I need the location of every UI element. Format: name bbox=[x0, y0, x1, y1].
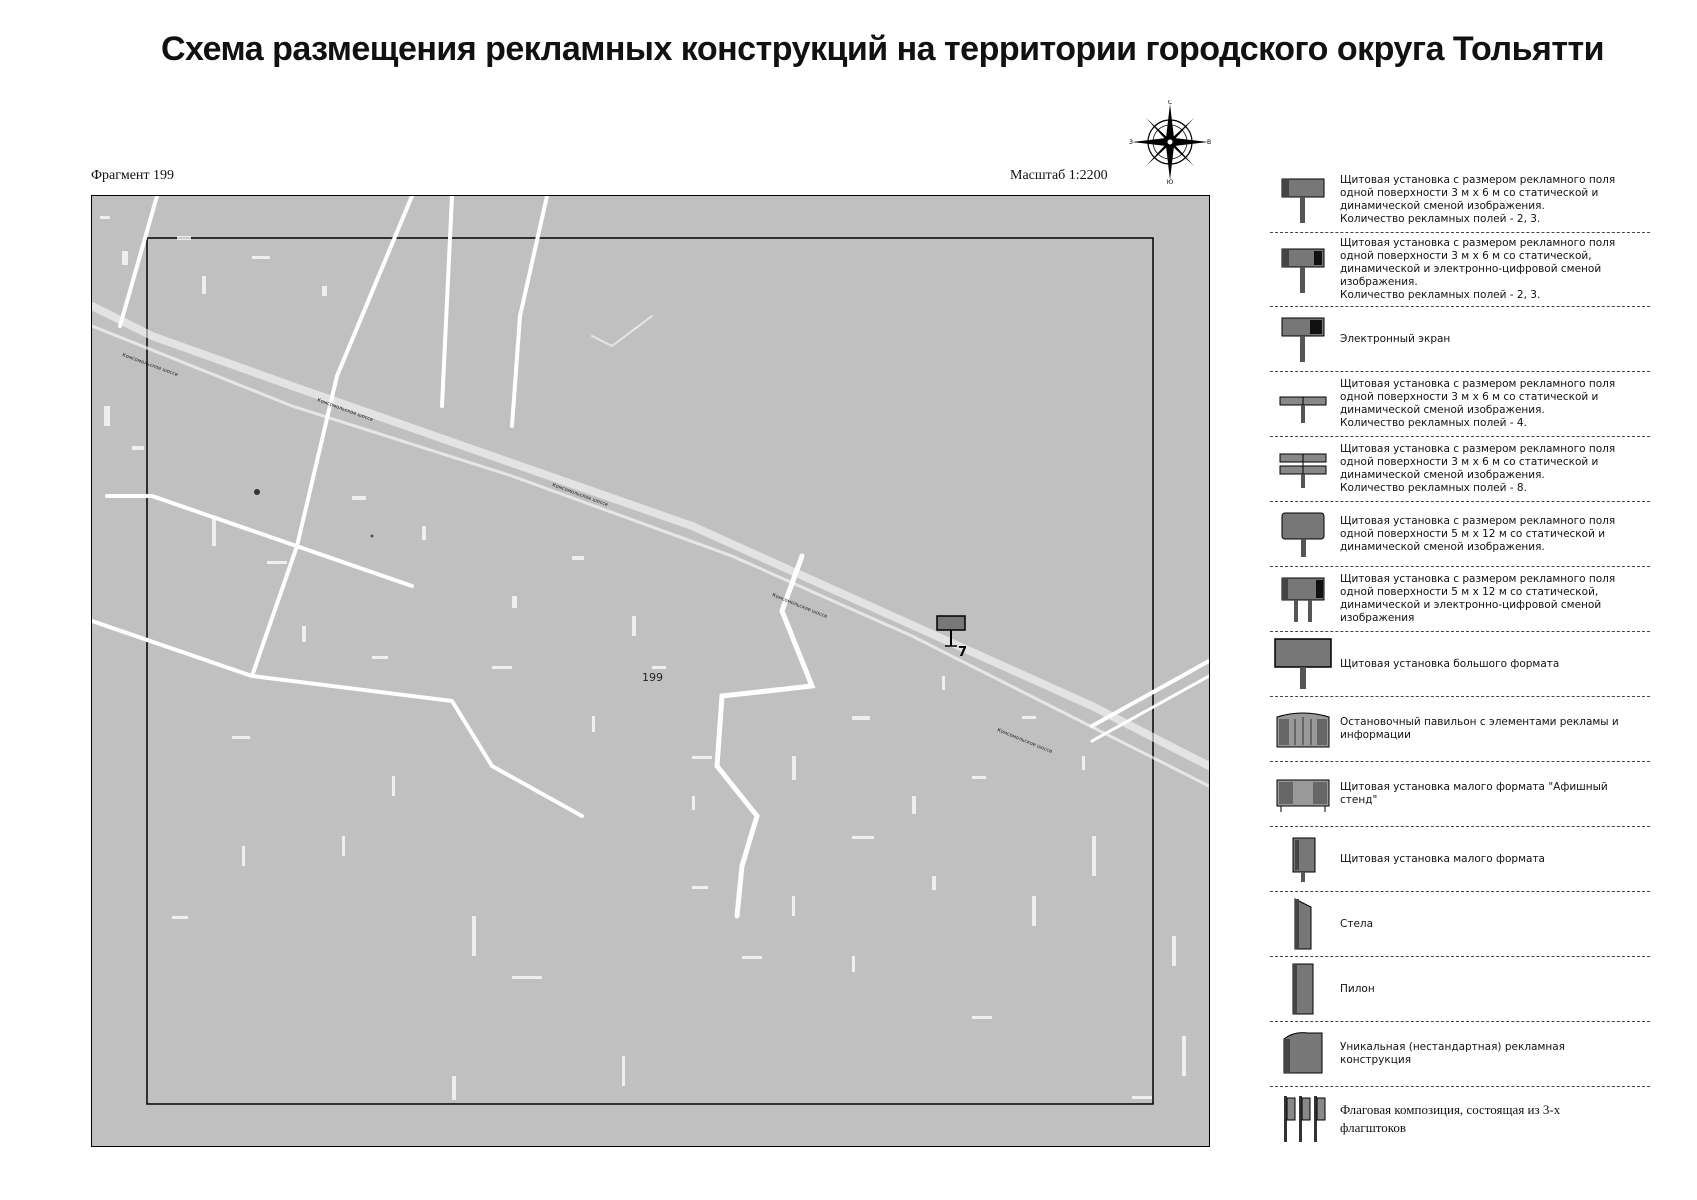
legend-item bbox=[1270, 697, 1650, 762]
compass-north: С bbox=[1167, 100, 1173, 106]
legend-item-label: Флаговая композиция, состоящая из 3-х флагштоков bbox=[1340, 1102, 1561, 1135]
legend-item-label: Уникальная (нестандартная) рекламная конструкция bbox=[1340, 1041, 1566, 1066]
map-view[interactable] bbox=[91, 195, 1210, 1147]
billboard-3x6-digital-icon bbox=[1270, 243, 1336, 297]
legend-item-label: Стела bbox=[1340, 917, 1374, 930]
bus-stop-pavilion-icon bbox=[1270, 702, 1336, 756]
flag-composition-icon bbox=[1270, 1092, 1336, 1146]
legend-item bbox=[1270, 437, 1650, 502]
billboard-5x12-icon bbox=[1270, 507, 1336, 561]
map-point-marker bbox=[371, 535, 374, 538]
legend-item bbox=[1270, 762, 1650, 827]
legend-item-label: Щитовая установка с размером рекламного поля одной поверхности 3 м х 6 м со статической и динамической сменой изображения. Количество рекламных полей - 8. bbox=[1340, 443, 1616, 494]
compass-west: З bbox=[1129, 139, 1133, 146]
compass-south: Ю bbox=[1166, 179, 1174, 184]
map-point-marker bbox=[254, 489, 260, 495]
compass-east: В bbox=[1207, 139, 1212, 146]
legend-item bbox=[1270, 307, 1650, 372]
legend-item-label: Щитовая установка с размером рекламного поля одной поверхности 5 м х 12 м со статической, динамической и электронно-цифровой сменой изображения bbox=[1340, 573, 1616, 624]
legend-item bbox=[1270, 233, 1650, 307]
compass-rose-icon bbox=[1128, 100, 1212, 184]
poster-stand-icon bbox=[1270, 767, 1336, 821]
billboard-3x6-8-icon bbox=[1270, 442, 1336, 496]
stela-icon bbox=[1270, 897, 1336, 951]
legend-item-label: Щитовая установка с размером рекламного поля одной поверхности 3 м х 6 м со статической и динамической сменой изображения. Количество рекламных полей - 4. bbox=[1340, 378, 1616, 429]
legend-item bbox=[1270, 372, 1650, 437]
legend-item bbox=[1270, 632, 1650, 697]
street-label: Комсомольское шоссе bbox=[316, 397, 374, 424]
billboard-3x6-4-icon bbox=[1270, 377, 1336, 431]
legend-item-label: Щитовая установка малого формата "Афишный стенд" bbox=[1340, 781, 1608, 806]
legend-item bbox=[1270, 957, 1650, 1022]
large-format-billboard-icon bbox=[1270, 637, 1336, 691]
legend-item-label: Щитовая установка с размером рекламного поля одной поверхности 5 м х 12 м со статической и динамической сменой изображения. bbox=[1340, 514, 1616, 553]
page-title: Схема размещения рекламных конструкций на территории городского округа Тольятти bbox=[160, 30, 1605, 68]
legend-item bbox=[1270, 827, 1650, 892]
billboard-5x12-digital-icon bbox=[1270, 572, 1336, 626]
legend-item bbox=[1270, 1087, 1650, 1151]
unique-construction-icon bbox=[1270, 1027, 1336, 1081]
roads bbox=[92, 196, 1209, 916]
legend-item-label: Щитовая установка большого формата bbox=[1340, 657, 1560, 670]
legend-item-label: Щитовая установка с размером рекламного поля одной поверхности 3 м х 6 м со статической, динамической и электронно-цифровой сменой изображения. Количество рекламных полей - 2, 3. bbox=[1340, 237, 1616, 301]
legend-item bbox=[1270, 502, 1650, 567]
legend-item bbox=[1270, 1022, 1650, 1087]
area-label: 199 bbox=[642, 671, 663, 684]
legend-item-label: Пилон bbox=[1340, 982, 1375, 995]
small-format-board-icon bbox=[1270, 832, 1336, 886]
legend-item bbox=[1270, 892, 1650, 957]
street-label: Комсомольское шоссе bbox=[551, 482, 609, 509]
map-texture bbox=[100, 216, 1186, 1100]
legend-item bbox=[1270, 567, 1650, 632]
scale-label: Масштаб 1:2200 bbox=[1010, 168, 1108, 183]
billboard-3x6-2-3-icon bbox=[1270, 173, 1336, 227]
electronic-screen-icon bbox=[1270, 312, 1336, 366]
fragment-label: Фрагмент 199 bbox=[91, 168, 175, 183]
legend-item-label: Щитовая установка с размером рекламного поля одной поверхности 3 м х 6 м со статической и динамической сменой изображения. Количество рекламных полей - 2, 3. bbox=[1340, 174, 1616, 225]
legend-item-label: Щитовая установка малого формата bbox=[1340, 852, 1545, 865]
marker-number[interactable]: 7 bbox=[958, 645, 968, 660]
pylon-icon bbox=[1270, 962, 1336, 1016]
legend bbox=[1270, 168, 1650, 1151]
legend-item-label: Электронный экран bbox=[1340, 332, 1451, 345]
street-label: Комсомольское шоссе bbox=[771, 592, 829, 620]
street-label: Комсомольское шоссе bbox=[121, 352, 179, 379]
street-label: Комсомольское шоссе bbox=[996, 727, 1054, 755]
legend-item-label: Остановочный павильон с элементами рекламы и информации bbox=[1340, 716, 1619, 741]
legend-item bbox=[1270, 168, 1650, 233]
